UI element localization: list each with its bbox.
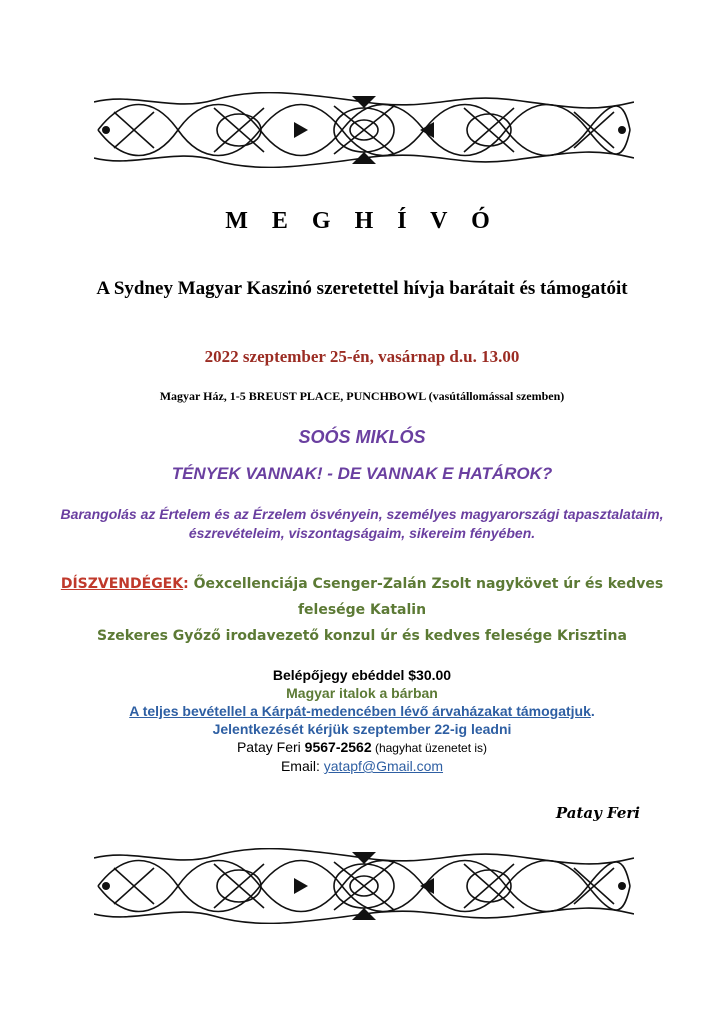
support-dot: . [590,703,595,719]
speaker-name: SOÓS MIKLÓS [298,427,426,447]
phone-number: 9567-2562 [304,739,372,755]
page-title: M E G H Í V Ó [225,208,499,234]
signature: Patay Feri [555,804,640,822]
guests-label: DÍSZVENDÉGEK [60,576,184,592]
phone-note: (hagyhat üzenetet is) [371,741,488,755]
lecture-title: TÉNYEK VANNAK! - DE VANNAK E HATÁROK? [171,464,553,483]
phone-name: Patay Feri [236,739,305,755]
ornament-bottom-icon [94,848,634,924]
ticket-price: Belépőjegy ebéddel $30.00 [272,667,452,683]
support-note[interactable]: A teljes bevétellel a Kárpát-medencében lévő árvaházakat támogatjuk [129,703,591,719]
info-block [60,666,664,775]
phone-line [60,738,664,757]
host-line: A Sydney Magyar Kaszinó szeretettel hívja barátait és támogatóit [96,278,628,299]
email-line [60,757,664,775]
guest-first: Őexcellenciája Csenger-Zalán Zsolt nagykövet úr és kedves felesége Katalin [188,576,664,618]
registration-deadline: Jelentkezését kérjük szeptember 22-ig leadni [212,721,512,737]
guests-block [60,571,664,649]
email-link[interactable]: yatapf@Gmail.com [323,758,444,774]
event-date: 2022 szeptember 25-én, vasárnap d.u. 13.00 [204,347,520,366]
event-venue: Magyar Ház, 1-5 BREUST PLACE, PUNCHBOWL (vasútállomással szemben) [159,389,565,403]
lecture-description: Barangolás az Értelem és az Érzelem ösvényein, személyes magyarországi tapasztalataim, észrevételeim, viszontagságaim, sikereim fényében. [60,506,664,541]
drinks-note: Magyar italok a bárban [286,685,438,701]
guest-second: Szekeres Győző irodavezető konzul úr és kedves felesége Krisztina [97,628,627,644]
ornament-top-icon [94,92,634,168]
guests-colon: : [183,576,189,592]
email-label: Email: [280,758,324,774]
